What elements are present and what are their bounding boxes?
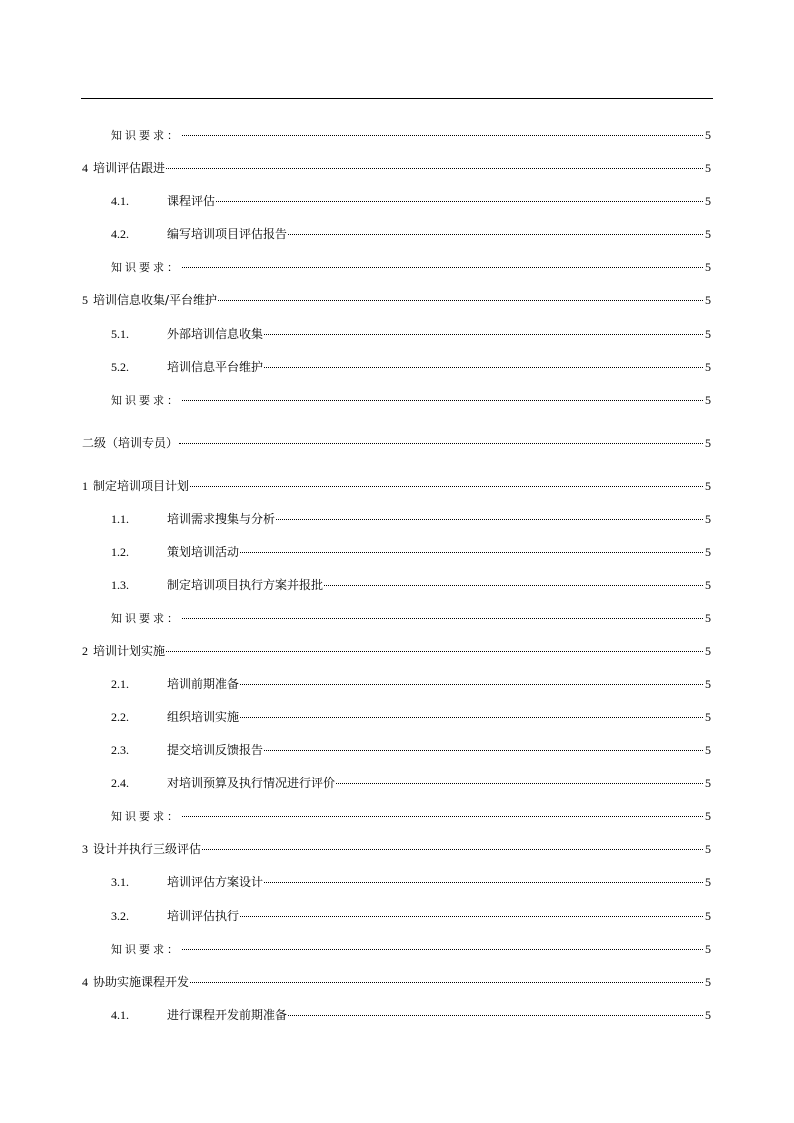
toc-entry-title: 培训信息收集/平台维护 [93, 293, 218, 307]
toc-entry-number: 4.2. [111, 227, 129, 241]
toc-entry[interactable] [111, 806, 711, 826]
toc-entry-page: 5 [705, 875, 711, 889]
toc-entry-page: 5 [705, 677, 711, 691]
toc-entry[interactable] [111, 707, 711, 727]
dot-leader [182, 618, 703, 619]
dot-leader [182, 400, 703, 401]
dot-leader [324, 585, 703, 586]
toc-entry[interactable] [111, 674, 711, 694]
dot-leader [264, 750, 703, 751]
toc-entry-page: 5 [705, 512, 711, 526]
toc-entry[interactable] [111, 872, 711, 892]
toc-entry[interactable] [82, 839, 711, 859]
dot-leader [240, 916, 703, 917]
toc-entry[interactable] [111, 324, 711, 344]
toc-entry-number: 3.1. [111, 875, 129, 889]
toc-entry-page: 5 [705, 842, 711, 856]
toc-entry-title: 培训信息平台维护 [167, 360, 264, 374]
toc-entry-title: 培训前期准备 [167, 677, 240, 691]
toc-entry-number: 5.1. [111, 327, 129, 341]
toc-entry-number: 4.1. [111, 194, 129, 208]
toc-entry[interactable] [111, 191, 711, 211]
toc-entry-page: 5 [705, 393, 711, 407]
dot-leader [240, 552, 703, 553]
dot-leader [240, 717, 703, 718]
toc-entry-number: 1.3. [111, 578, 129, 592]
dot-leader [288, 1015, 703, 1016]
dot-leader [166, 168, 703, 169]
toc-entry-title: 知识要求： [111, 612, 181, 625]
toc-entry-number: 4.1. [111, 1008, 129, 1022]
toc-entry-title: 外部培训信息收集 [167, 327, 264, 341]
toc-entry-number: 2 [82, 644, 88, 658]
toc-entry[interactable] [82, 158, 711, 178]
toc-entry-number: 2.4. [111, 776, 129, 790]
toc-entry-title: 知识要求： [111, 394, 181, 407]
toc-entry[interactable] [111, 257, 711, 277]
toc-entry-number: 5 [82, 293, 88, 307]
toc-entry-page: 5 [705, 327, 711, 341]
toc-entry-page: 5 [705, 545, 711, 559]
toc-entry-page: 5 [705, 293, 711, 307]
toc-entry-title: 培训评估跟进 [93, 161, 166, 175]
toc-entry[interactable] [82, 641, 711, 661]
toc-entry-number: 1 [82, 479, 88, 493]
toc-entry-number: 4 [82, 975, 88, 989]
toc-entry[interactable] [111, 740, 711, 760]
toc-entry-number: 2.2. [111, 710, 129, 724]
toc-entry[interactable] [111, 575, 711, 595]
toc-entry-title: 知识要求： [111, 261, 181, 274]
toc-entry-title: 进行课程开发前期准备 [167, 1008, 288, 1022]
toc-entry-title: 协助实施课程开发 [93, 975, 190, 989]
toc-entry-title: 对培训预算及执行情况进行评价 [167, 776, 336, 790]
toc-entry-title: 培训需求搜集与分析 [167, 512, 276, 526]
toc-entry-title: 知识要求： [111, 810, 181, 823]
toc-entry-page: 5 [705, 161, 711, 175]
toc-entry[interactable] [82, 972, 711, 992]
toc-entry[interactable] [111, 608, 711, 628]
toc-entry-number: 2.1. [111, 677, 129, 691]
toc-entry-number: 2.3. [111, 743, 129, 757]
toc-entry-number: 5.2. [111, 360, 129, 374]
toc-entry[interactable] [111, 390, 711, 410]
toc-entry-page: 5 [705, 611, 711, 625]
toc-entry-page: 5 [705, 227, 711, 241]
toc-entry-number: 1.2. [111, 545, 129, 559]
dot-leader [264, 882, 703, 883]
toc-entry-title: 设计并执行三级评估 [93, 842, 202, 856]
toc-entry[interactable] [82, 290, 711, 310]
toc-entry[interactable] [111, 542, 711, 562]
dot-leader [182, 816, 703, 817]
toc-entry-title: 组织培训实施 [167, 710, 240, 724]
toc-entry-title: 课程评估 [167, 194, 216, 208]
toc-entry-page: 5 [705, 479, 711, 493]
toc-entry-title: 培训评估方案设计 [167, 875, 264, 889]
toc-entry-page: 5 [705, 578, 711, 592]
dot-leader [190, 982, 703, 983]
dot-leader [264, 334, 703, 335]
dot-leader [182, 135, 703, 136]
dot-leader [182, 949, 703, 950]
toc-entry-title: 制定培训项目计划 [93, 479, 190, 493]
toc-entry-page: 5 [705, 975, 711, 989]
toc-entry-page: 5 [705, 942, 711, 956]
toc-entry-page: 5 [705, 710, 711, 724]
dot-leader [336, 783, 703, 784]
dot-leader [166, 651, 703, 652]
toc-entry[interactable] [111, 224, 711, 244]
toc-entry-number: 1.1. [111, 512, 129, 526]
toc-entry[interactable] [111, 939, 711, 959]
toc-entry-page: 5 [705, 128, 711, 142]
toc-entry[interactable] [111, 773, 711, 793]
dot-leader [288, 234, 703, 235]
toc-entry-title: 策划培训活动 [167, 545, 240, 559]
toc-entry-title: 制定培训项目执行方案并报批 [167, 578, 324, 592]
dot-leader [264, 367, 703, 368]
toc-entry-page: 5 [705, 644, 711, 658]
toc-entry-number: 3.2. [111, 909, 129, 923]
toc-entry-title: 编写培训项目评估报告 [167, 227, 288, 241]
toc-entry-page: 5 [705, 776, 711, 790]
toc-entry-number: 3 [82, 842, 88, 856]
dot-leader [202, 849, 703, 850]
dot-leader [179, 443, 703, 444]
header-rule [81, 98, 713, 99]
toc-entry-title: 二级（培训专员） [82, 436, 179, 450]
toc-entry-page: 5 [705, 909, 711, 923]
toc-entry-page: 5 [705, 194, 711, 208]
toc-entry-page: 5 [705, 743, 711, 757]
toc-entry-title: 知识要求： [111, 129, 181, 142]
toc-entry-title: 提交培训反馈报告 [167, 743, 264, 757]
toc-entry[interactable] [111, 509, 711, 529]
toc-entry[interactable] [82, 433, 711, 453]
toc-entry-page: 5 [705, 1008, 711, 1022]
toc-entry[interactable] [111, 357, 711, 377]
toc-entry[interactable] [111, 1005, 711, 1025]
toc-entry[interactable] [111, 125, 711, 145]
toc-entry[interactable] [111, 906, 711, 926]
dot-leader [276, 519, 703, 520]
dot-leader [190, 486, 703, 487]
toc-entry-number: 4 [82, 161, 88, 175]
toc-entry-page: 5 [705, 436, 711, 450]
toc-entry-page: 5 [705, 809, 711, 823]
toc-entry-title: 培训评估执行 [167, 909, 240, 923]
toc-entry-page: 5 [705, 360, 711, 374]
toc-entry-title: 知识要求： [111, 943, 181, 956]
toc-entry[interactable] [82, 476, 711, 496]
toc-entry-title: 培训计划实施 [93, 644, 166, 658]
dot-leader [216, 201, 703, 202]
toc-entry-page: 5 [705, 260, 711, 274]
dot-leader [218, 300, 703, 301]
dot-leader [240, 684, 703, 685]
dot-leader [182, 267, 703, 268]
